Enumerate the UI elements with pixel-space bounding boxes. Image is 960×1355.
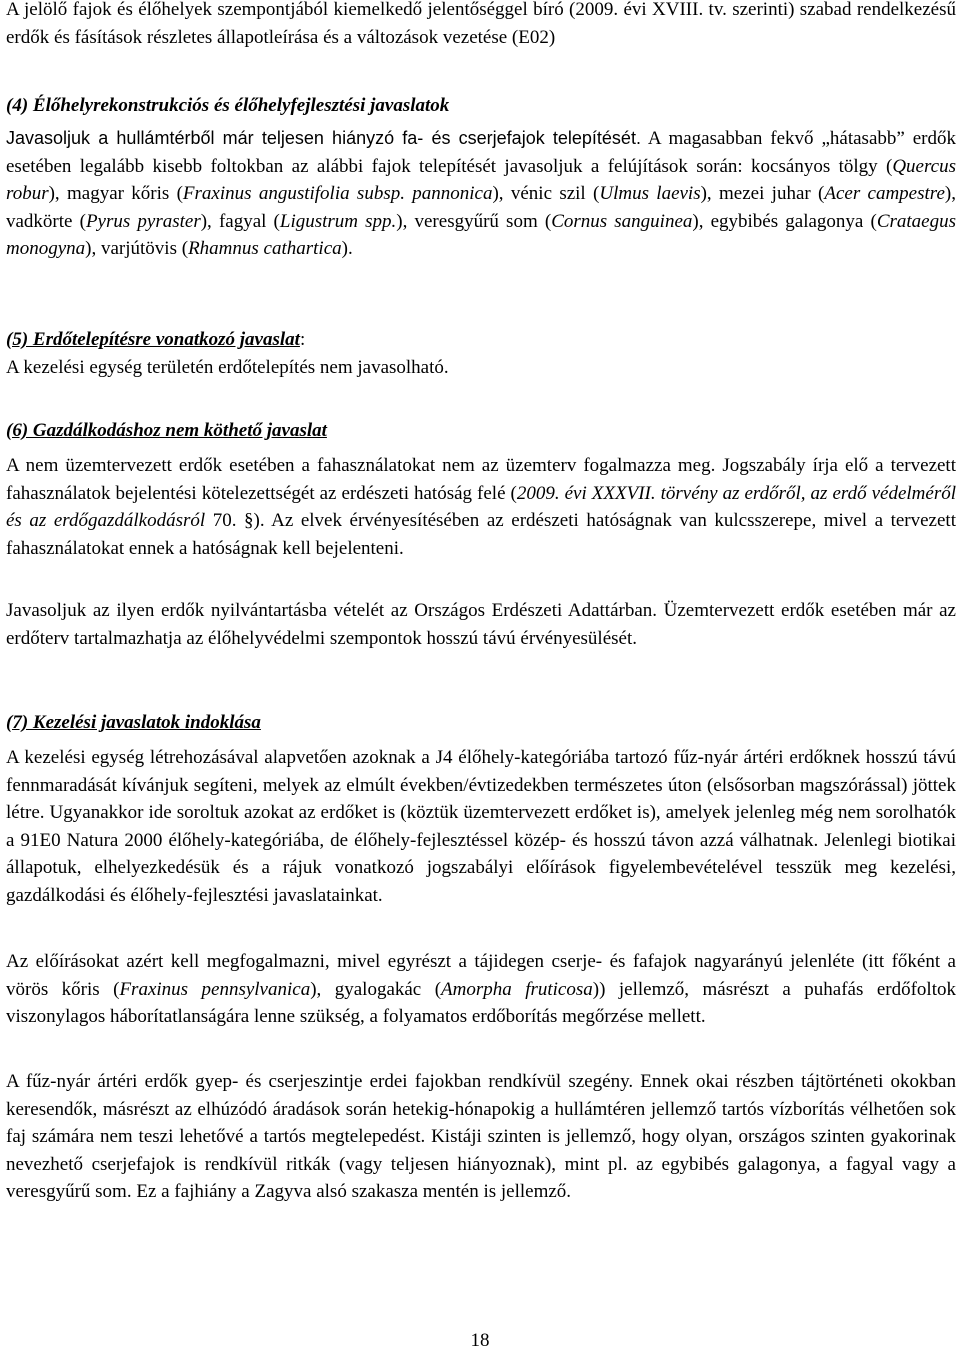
section-4-heading: (4) Élőhelyrekonstrukciós és élőhelyfejlesztési javaslatok <box>6 95 450 116</box>
section-4-paragraph: Javasoljuk a hullámtérből már teljesen hiányzó fa- és cserjefajok telepítését. A magasabban fekvő „hátasabb” erdők esetében legalább kisebb foltokban az alábbi fajok telepítését javasoljuk a felújítások során: kocsányos tölgy (Quercus robur), magyar kőris (Fraxinus angustifolia subsp. pannonica), vénic szil (Ulmus laevis), mezei juhar (Acer campestre), vadkörte (Pyrus pyraster), fagyal (Ligustrum spp.), veresgyűrű som (Cornus sanguinea), egybibés galagonya (Crataegus monogyna), varjútövis (Rhamnus cathartica). <box>6 128 957 259</box>
top-paragraph: A jelölő fajok és élőhelyek szempontjából kiemelkedő jelentőséggel bíró (2009. évi XVIII. tv. szerinti) szabad rendelkezésű erdők és fásítások részletes állapotleírása és a változások vezetése (E02) <box>6 0 956 48</box>
section-6-heading: (6) Gazdálkodáshoz nem köthető javaslat <box>6 420 327 441</box>
species-name: Amorpha fruticosa <box>441 978 593 1000</box>
page-number: 18 <box>470 1330 490 1351</box>
species-name: Pyrus pyraster <box>85 210 201 232</box>
section-5-heading: (5) Erdőtelepítésre vonatkozó javaslat: <box>6 329 306 350</box>
section-6-paragraph-1: A nem üzemtervezett erdők esetében a fahasználatokat nem az üzemterv fogalmazza meg. Jogszabály írja elő a tervezett fahasználatok bejelentési kötelezettségét az erdészeti hatóság felé (2009. évi XXXVII. törvény az erdőről, az erdő védelméről és az erdőgazdálkodásról 70. §). Az elvek érvényesítésében az erdészeti hatóságnak van kulcsszerepe, mivel a tervezett fahasználatokat ennek a hatóságnak kell bejelenteni. <box>6 455 956 559</box>
law-citation: 2009. évi XXXVII. törvény az erdőről, az erdő védelméről és az erdőgazdálkodásról <box>6 482 956 531</box>
section-7-paragraph-3: A fűz-nyár ártéri erdők gyep- és cserjeszintje erdei fajokban rendkívül szegény. Ennek okai részben tájtörténeti okokban keresendők, másrészt az elhúzódó áradások során hetekig-hónapokig a hullámtéren jellemző tartós vízborítás vélhetően sok faj számára nem teszi lehetővé a tartós megtelepedést. Kistáji szinten is jellemző, hogy olyan, országos szinten gyakorinak nevezhető cserjefajok is rendkívül ritkák (vagy teljesen hiányoznak), mint pl. az egybibés galagonya, a fagyal vagy a veresgyűrű som. Ez a fajhiány a Zagyva alsó szakasza mentén is jellemző. <box>6 1071 956 1202</box>
species-name: Cornus sanguinea <box>551 210 693 232</box>
species-name: Rhamnus cathartica <box>188 238 342 259</box>
species-name: Crataegus monogyna <box>6 210 956 259</box>
species-name: Quercus robur <box>6 155 956 204</box>
section-6-paragraph-2: Javasoljuk az ilyen erdők nyilvántartásba vételét az Országos Erdészeti Adattárban. Üzemtervezett erdők esetében már az erdőterv tartalmazhatja az élőhelyvédelmi szempontok hosszú távú érvényesülését. <box>6 600 956 649</box>
section-7-paragraph-1: A kezelési egység létrehozásával alapvetően azoknak a J4 élőhely-kategóriába tartozó fűz-nyár ártéri erdőknek hosszú távú fennmaradását kívánjuk segíteni, melyek az elmúlt években/évtizedekben természetes úton (elsősorban magszórással) jöttek létre. Ugyanakkor ide soroltuk azokat az erdőket is (köztük üzemtervezett erdőket is), amelyek jelenleg még nem sorolhatók a 91E0 Natura 2000 élőhely-kategóriába, de élőhely-fejlesztéssel közép- és hosszú távon azzá válhatnak. Jelenlegi biotikai állapotuk, elhelyezkedésük és a rájuk vonatkozó jogszabályi előírások figyelembevételével tesszük meg kezelési, gazdálkodási és élőhely-fejlesztési javaslatainkat. <box>6 747 956 906</box>
section-4-lead: Javasoljuk a hullámtérből már teljesen hiányzó fa- és cserjefajok telepítését. <box>6 128 641 148</box>
species-name: Fraxinus angustifolia subsp. pannonica <box>182 183 493 204</box>
section-5-text: A kezelési egység területén erdőtelepítés nem javasolható. <box>6 357 449 378</box>
species-name: Ligustrum spp. <box>279 210 397 232</box>
species-name: Acer campestre <box>824 183 945 204</box>
section-7-heading: (7) Kezelési javaslatok indoklása <box>6 712 261 733</box>
species-name: Fraxinus pennsylvanica <box>119 978 311 1000</box>
section-7-paragraph-2: Az előírásokat azért kell megfogalmazni, mivel egyrészt a tájidegen cserje- és fafajok nagyarányú jelenléte (itt főként a vörös kőris (Fraxinus pennsylvanica), gyalogakác (Amorpha fruticosa)) jellemző, másrészt a puhafás erdőfoltok viszonylagos háborítatlanságára lenne szükség, a folyamatos erdőborítás megőrzése mellett. <box>6 951 956 1027</box>
species-name: Ulmus laevis <box>599 183 701 204</box>
